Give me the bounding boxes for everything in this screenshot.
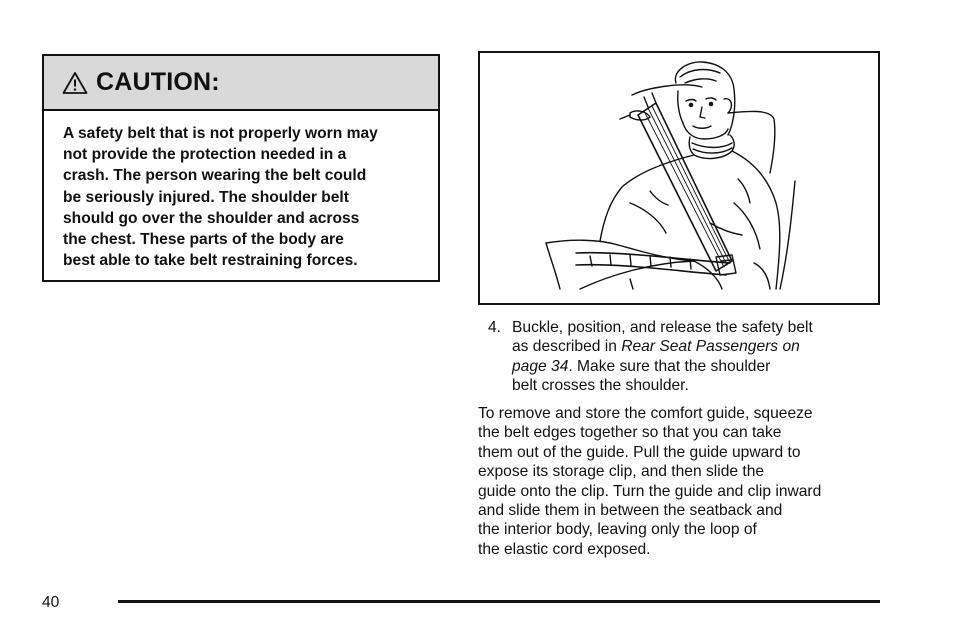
paragraph-line: the elastic cord exposed. [478, 540, 651, 558]
cross-reference-link[interactable]: Rear Seat Passengers on [621, 338, 800, 356]
child-with-seat-belt-drawing [480, 53, 878, 303]
paragraph-line: expose its storage clip, and then slide the [478, 463, 765, 481]
caution-line: A safety belt that is not properly worn may [63, 125, 378, 142]
caution-line: should go over the shoulder and across [63, 209, 360, 227]
paragraph-line: and slide them in between the seatback and [478, 502, 783, 520]
paragraph-line: them out of the guide. Pull the guide upward to [478, 443, 801, 461]
seat-belt-illustration [478, 51, 880, 305]
warning-triangle-icon [62, 71, 88, 95]
caution-line: crash. The person wearing the belt could [63, 167, 367, 185]
paragraph-line: the interior body, leaving only the loop of [478, 521, 757, 539]
caution-text [44, 111, 438, 271]
caution-line: the chest. These parts of the body are [63, 231, 344, 249]
paragraph-line: To remove and store the comfort guide, squeeze [478, 405, 813, 422]
caution-line: not provide the protection needed in a [63, 146, 347, 164]
page-number: 40 [42, 594, 60, 611]
step-number: 4. [488, 319, 502, 336]
step-text: as described in [512, 338, 622, 356]
caution-title: CAUTION: [96, 68, 220, 96]
caution-header [44, 56, 438, 111]
paragraph-line: the belt edges together so that you can take [478, 424, 782, 442]
paragraph-line: guide onto the clip. Turn the guide and clip inward [478, 482, 822, 500]
caution-line: be seriously injured. The shoulder belt [63, 188, 349, 206]
footer-rule [118, 600, 880, 603]
caution-line: best able to take belt restraining forces. [63, 252, 358, 270]
cross-reference-link[interactable]: page 34 [512, 357, 569, 375]
step-line: belt crosses the shoulder. [512, 377, 689, 395]
step-line [512, 337, 813, 356]
step-line: Buckle, position, and release the safety belt [512, 319, 813, 336]
step-line [512, 357, 813, 376]
caution-box [42, 54, 440, 282]
storage-paragraph [478, 404, 821, 559]
step-text: . Make sure that the shoulder [568, 357, 771, 375]
